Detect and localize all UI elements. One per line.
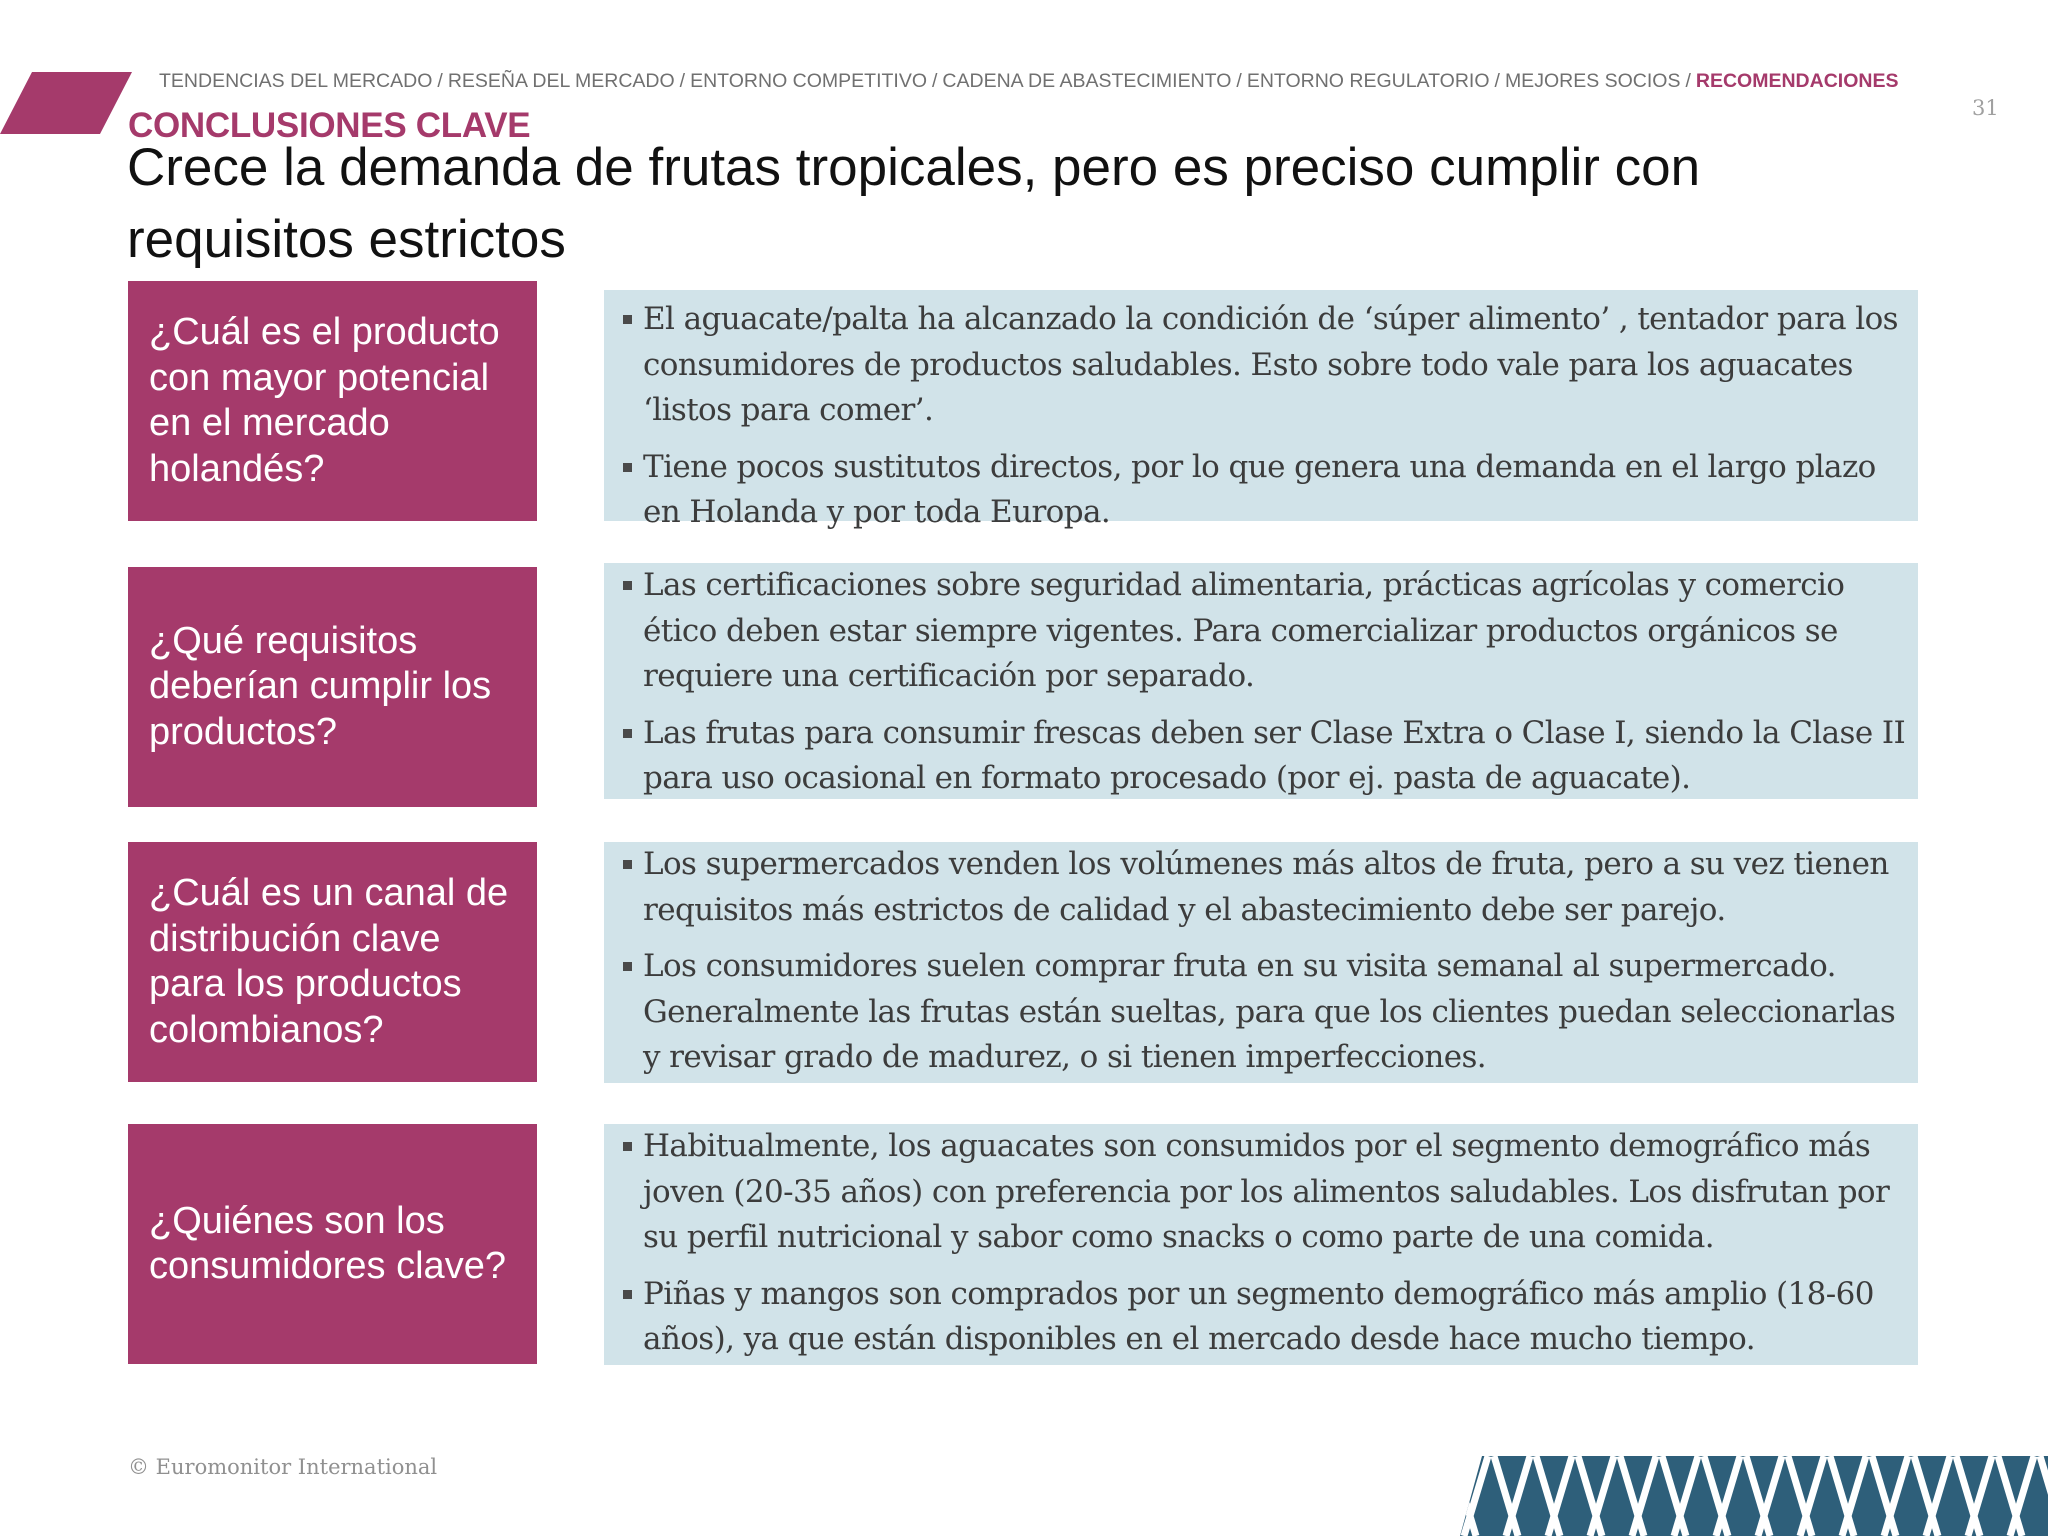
breadcrumb-separator: / xyxy=(1236,70,1242,92)
answer-bullet: El aguacate/palta ha alcanzado la condición de ‘súper alimento’ , tentador para los consumidores de productos saludables. Esto sobre todo vale para los aguacates ‘listos para comer’. xyxy=(618,297,1918,434)
section-label: CONCLUSIONES CLAVE xyxy=(128,106,531,145)
breadcrumb-separator: / xyxy=(437,70,443,92)
question-box xyxy=(128,842,537,1082)
question-box xyxy=(128,1124,537,1364)
decorative-chevron-pattern xyxy=(1460,1456,2048,1536)
breadcrumb xyxy=(159,70,1899,93)
question-box xyxy=(128,567,537,807)
key-conclusion-row xyxy=(128,1124,1920,1366)
answer-bullet: Las frutas para consumir frescas deben ser Clase Extra o Clase I, siendo la Clase II para uso ocasional en formato procesado (por ej. pasta de aguacate). xyxy=(618,711,1918,802)
corner-accent-shape xyxy=(0,72,132,134)
answer-bullet: Habitualmente, los aguacates son consumidos por el segmento demográfico más joven (20-35 años) con preferencia por los alimentos saludables. Los disfrutan por su perfil nutricional y sabor como snacks o como parte de una comida. xyxy=(618,1124,1918,1261)
key-conclusion-row xyxy=(128,842,1920,1084)
answer-bullet: Los consumidores suelen comprar fruta en su visita semanal al supermercado. Generalmente las frutas están sueltas, para que los clientes puedan seleccionarlas y revisar grado de madurez, o si tienen imperfecciones. xyxy=(618,944,1918,1081)
question-text: ¿Cuál es el producto con mayor potencial en el mercado holandés? xyxy=(149,311,500,490)
breadcrumb-entorno-regulatorio[interactable]: ENTORNO REGULATORIO xyxy=(1246,70,1490,92)
breadcrumb-separator: / xyxy=(1494,70,1500,92)
answer-box xyxy=(604,842,1918,1083)
answer-box xyxy=(604,563,1918,799)
key-conclusion-row xyxy=(128,281,1920,530)
copyright-notice: © Euromonitor International xyxy=(128,1455,438,1479)
breadcrumb-mejores-socios[interactable]: MEJORES SOCIOS xyxy=(1504,70,1681,92)
breadcrumb-separator: / xyxy=(932,70,938,92)
answer-box xyxy=(604,290,1918,530)
breadcrumb-recomendaciones[interactable]: RECOMENDACIONES xyxy=(1695,70,1899,92)
answer-bullet: Las certificaciones sobre seguridad alimentaria, prácticas agrícolas y comercio ético deben estar siempre vigentes. Para comercializar productos orgánicos se requiere una certificación por separado. xyxy=(618,563,1918,700)
breadcrumb-separator: / xyxy=(679,70,686,92)
question-text: ¿Cuál es un canal de distribución clave para los productos colombianos? xyxy=(149,872,509,1051)
answer-box xyxy=(604,1124,1918,1365)
page-number: 31 xyxy=(1972,96,1999,120)
page-title: Crece la demanda de frutas tropicales, pero es preciso cumplir con requisitos estrictos xyxy=(127,138,1701,269)
answer-bullet: Tiene pocos sustitutos directos, por lo que genera una demanda en el largo plazo en Holanda y por toda Europa. xyxy=(618,445,1918,536)
question-text: ¿Qué requisitos deberían cumplir los productos? xyxy=(149,619,492,753)
answer-bullet: Los supermercados venden los volúmenes más altos de fruta, pero a su vez tienen requisitos más estrictos de calidad y el abastecimiento debe ser parejo. xyxy=(618,842,1918,933)
breadcrumb-entorno-competitivo[interactable]: ENTORNO COMPETITIVO xyxy=(690,70,927,92)
answer-bullet: Piñas y mangos son comprados por un segmento demográfico más amplio (18-60 años), ya que están disponibles en el mercado desde hace mucho tiempo. xyxy=(618,1272,1918,1363)
breadcrumb-cadena-de-abastecimiento[interactable]: CADENA DE ABASTECIMIENTO xyxy=(942,70,1232,92)
question-text: ¿Quiénes son los consumidores clave? xyxy=(149,1199,506,1287)
breadcrumb-tendencias-del-mercado[interactable]: TENDENCIAS DEL MERCADO xyxy=(159,70,433,92)
question-box xyxy=(128,281,537,521)
breadcrumb-separator: / xyxy=(1685,70,1691,92)
breadcrumb-resena-del-mercado[interactable]: RESEÑA DEL MERCADO xyxy=(447,70,675,92)
key-conclusion-row xyxy=(128,567,1920,809)
